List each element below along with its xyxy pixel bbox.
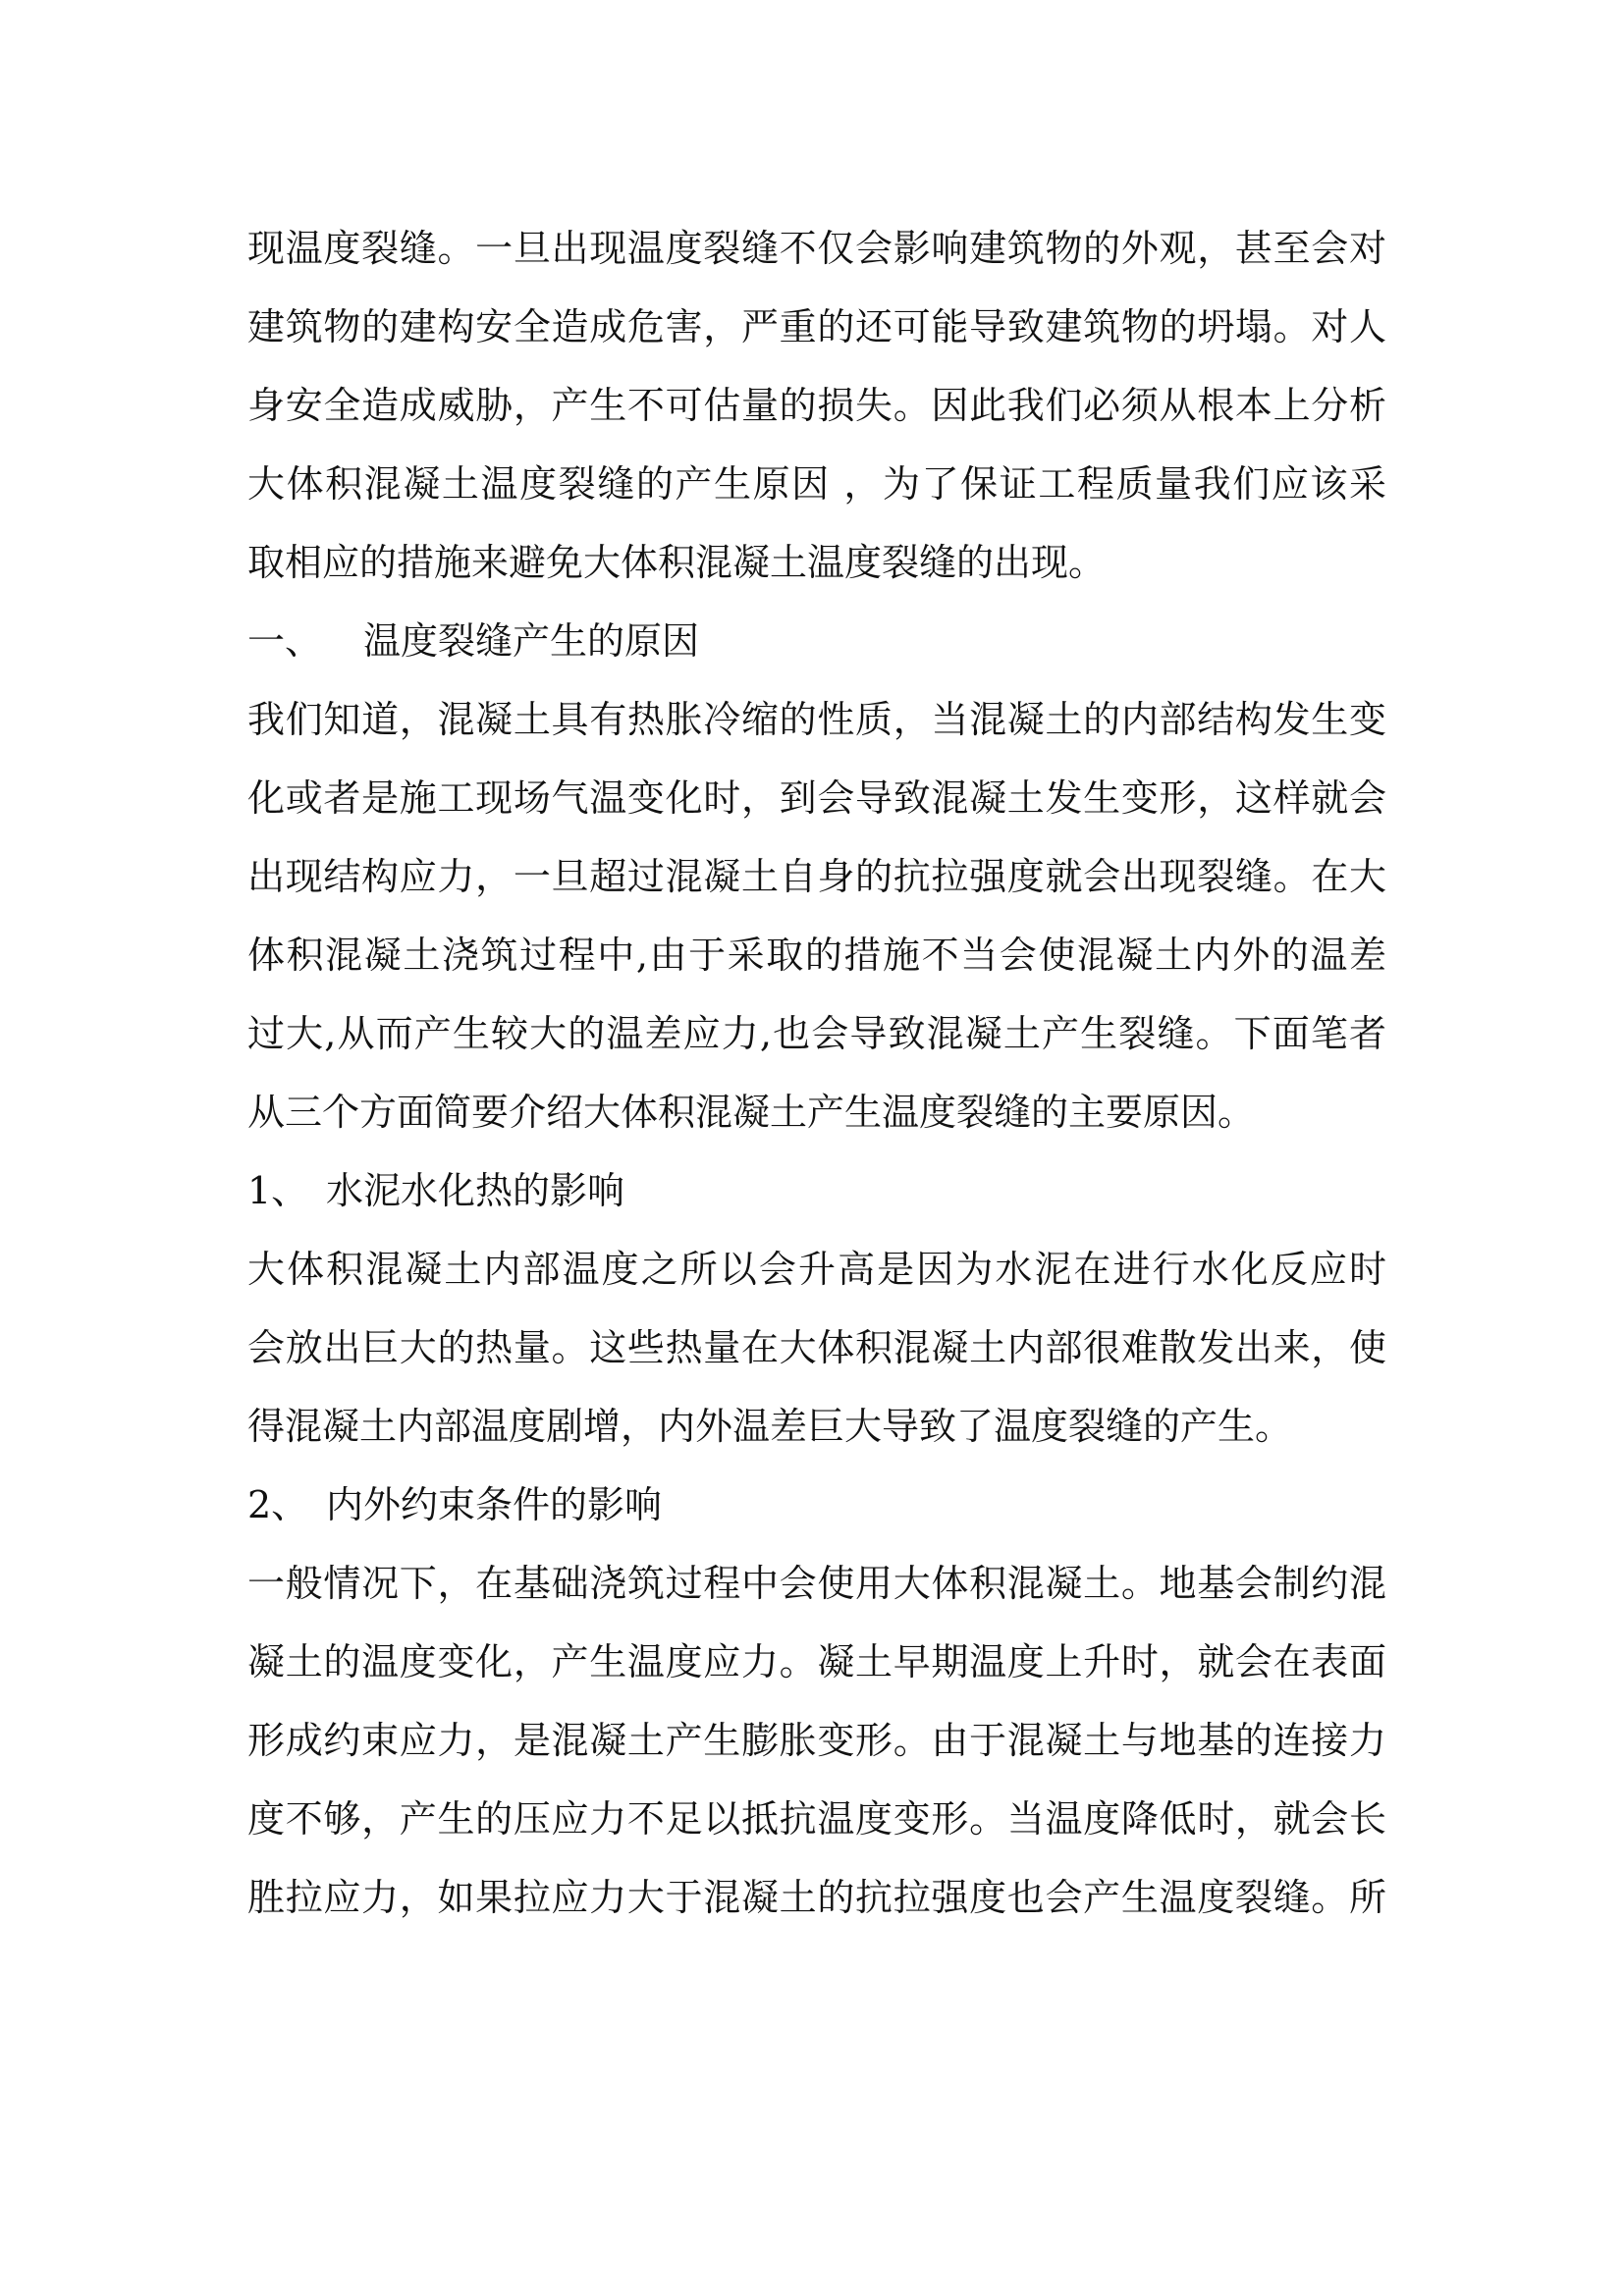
- section-number: 一、: [247, 619, 323, 663]
- paragraph-constraint: [247, 1544, 1386, 1937]
- text-line: 度不够，产生的压应力不足以抵抗温度变形。当温度降低时，就会长: [247, 1797, 1386, 1841]
- text-line: 大体积混凝土内部温度之所以会升高是因为水泥在进行水化反应时: [247, 1248, 1386, 1291]
- text-line: 一般情况下，在基础浇筑过程中会使用大体积混凝土。地基会制约混: [247, 1562, 1386, 1605]
- text-line: 现温度裂缝。一旦出现温度裂缝不仅会影响建筑物的外观，甚至会对: [247, 227, 1386, 270]
- paragraph-intro: [247, 209, 1386, 602]
- text-line: 取相应的措施来避免大体积混凝土温度裂缝的出现。: [247, 541, 1107, 584]
- subsection-title: 水泥水化热的影响: [326, 1169, 625, 1212]
- text-line: 建筑物的建构安全造成危害，严重的还可能导致建筑物的坍塌。对人: [247, 305, 1386, 348]
- text-line: 化或者是施工现场气温变化时，到会导致混凝土发生变形，这样就会: [247, 776, 1386, 820]
- subsection-heading-2: [247, 1466, 1386, 1544]
- text-line: 出现结构应力，一旦超过混凝土自身的抗拉强度就会出现裂缝。在大: [247, 855, 1386, 898]
- subsection-number: 2、: [247, 1483, 309, 1526]
- text-line: 凝土的温度变化，产生温度应力。凝土早期温度上升时，就会在表面: [247, 1640, 1386, 1683]
- paragraph-causes: [247, 680, 1386, 1151]
- text-line: 会放出巨大的热量。这些热量在大体积混凝土内部很难散发出来，使: [247, 1326, 1386, 1369]
- text-line: 过大,从而产生较大的温差应力,也会导致混凝土产生裂缝。下面笔者: [247, 1012, 1386, 1055]
- text-line: 形成约束应力，是混凝土产生膨胀变形。由于混凝土与地基的连接力: [247, 1719, 1386, 1762]
- subsection-number: 1、: [247, 1169, 309, 1212]
- text-line: 胜拉应力，如果拉应力大于混凝土的抗拉强度也会产生温度裂缝。所: [247, 1876, 1386, 1919]
- text-line: 大体积混凝土温度裂缝的产生原因 ，为了保证工程质量我们应该采: [247, 462, 1386, 506]
- text-line: 得混凝土内部温度剧增，内外温差巨大导致了温度裂缝的产生。: [247, 1405, 1293, 1448]
- section-title: 温度裂缝产生的原因: [363, 619, 700, 663]
- text-line: 我们知道，混凝土具有热胀冷缩的性质，当混凝土的内部结构发生变: [247, 698, 1386, 741]
- text-line: 体积混凝土浇筑过程中,由于采取的措施不当会使混凝土内外的温差: [247, 934, 1386, 977]
- subsection-title: 内外约束条件的影响: [326, 1483, 663, 1526]
- section-heading-1: [247, 602, 1386, 680]
- paragraph-hydration: [247, 1230, 1386, 1466]
- text-line: 从三个方面简要介绍大体积混凝土产生温度裂缝的主要原因。: [247, 1091, 1256, 1134]
- subsection-heading-1: [247, 1151, 1386, 1230]
- document-body: [247, 209, 1386, 1937]
- text-line: 身安全造成威胁，产生不可估量的损失。因此我们必须从根本上分析: [247, 384, 1386, 427]
